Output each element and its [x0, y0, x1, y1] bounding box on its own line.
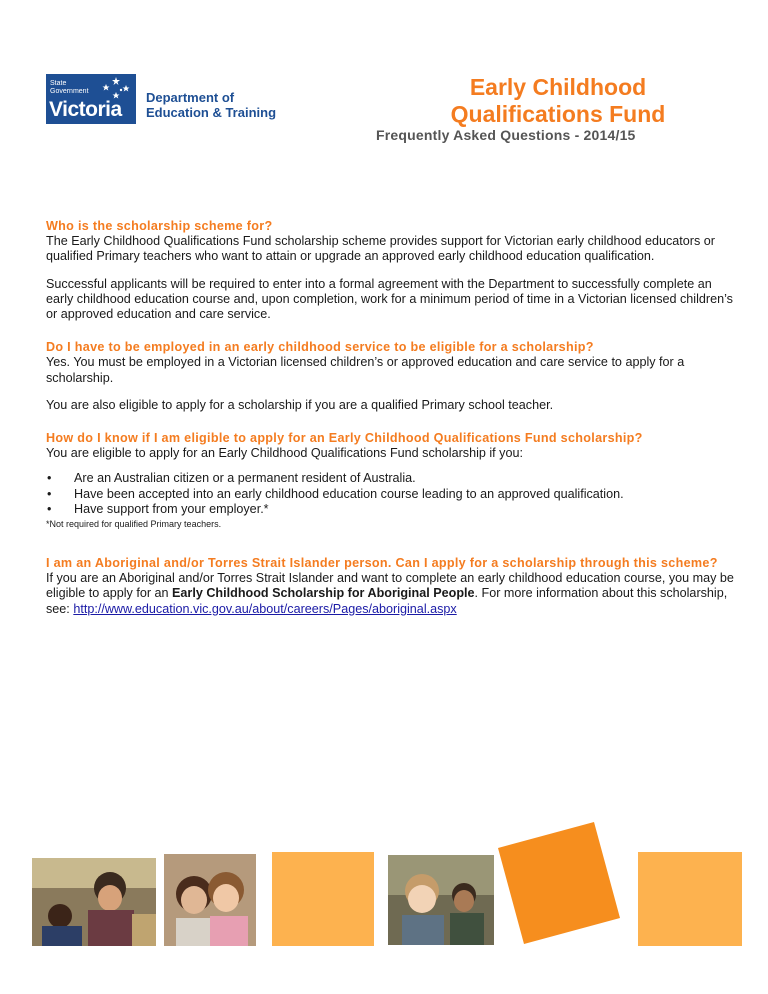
- logo-victoria-text: Victoria: [49, 98, 122, 121]
- answer-4: [46, 571, 736, 617]
- logo-state-text: [50, 80, 89, 96]
- title-line1: Early Childhood: [469, 74, 647, 100]
- list-item: • Are an Australian citizen or a permanent resident of Australia.: [46, 471, 736, 486]
- question-3: How do I know if I am eligible to apply for an Early Childhood Qualifications Fund scholarship?: [46, 431, 643, 446]
- eligibility-footnote: *Not required for qualified Primary teachers.: [46, 519, 222, 530]
- department-name: [146, 90, 276, 120]
- answer-4-text: If you are an Aboriginal and/or Torres Strait Islander and want to complete an early childhood education course, you may be eligible to apply for an: [46, 571, 734, 601]
- dept-line1: Department of: [146, 90, 235, 105]
- photo-children-group: [32, 858, 156, 946]
- question-4: I am an Aboriginal and/or Torres Strait Islander person. Can I apply for a scholarship through this scheme?: [46, 556, 718, 571]
- question-1: Who is the scholarship scheme for?: [46, 219, 273, 233]
- answer-3-intro: You are eligible to apply for an Early Childhood Qualifications Fund scholarship if you:: [46, 446, 523, 461]
- title-line2: Qualifications Fund: [450, 101, 666, 127]
- document-title: [428, 74, 688, 128]
- rotated-orange-square-decoration: [496, 820, 622, 946]
- answer-1-paragraph-1: The Early Childhood Qualifications Fund scholarship scheme provides support for Victorian early childhood educators or qualified Primary teachers who want to attain or upgrade an approved early childhood education qualification.: [46, 234, 715, 264]
- document-subtitle: Frequently Asked Questions - 2014/15: [376, 127, 636, 143]
- list-item: • Have support from your employer.*: [46, 502, 736, 517]
- answer-4-text-mid: . For more information about this scholarship, see:: [46, 586, 728, 616]
- answer-2-paragraph-1: Yes. You must be employed in a Victorian licensed children’s or approved education and care service to apply for a scholarship.: [46, 355, 685, 385]
- logo-state-line2: Government: [50, 88, 89, 95]
- dept-line2: Education & Training: [146, 105, 277, 120]
- question-2: Do I have to be employed in an early childhood service to be eligible for a scholarship?: [46, 340, 594, 355]
- answer-1-paragraph-2: Successful applicants will be required to enter into a formal agreement with the Department to successfully complete an early childhood education course and, upon completion, work for a minimum period of time in a Victorian licensed children’s or approved education and care service.: [46, 276, 733, 322]
- orange-square-decoration: [272, 852, 374, 946]
- victoria-government-logo: [46, 74, 291, 124]
- scholarship-name: Early Childhood Scholarship for Aboriginal People: [172, 586, 475, 601]
- answer-2-paragraph-2: You are also eligible to apply for a scholarship if you are a qualified Primary school teacher.: [46, 397, 554, 412]
- logo-state-line1: State: [50, 80, 67, 87]
- victoria-logo-mark: [46, 74, 136, 124]
- list-item: • Have been accepted into an early childhood education course leading to an approved qualification.: [46, 487, 736, 502]
- aboriginal-scholarship-link[interactable]: http://www.education.vic.gov.au/about/careers/Pages/aboriginal.aspx: [73, 601, 457, 616]
- eligibility-list: [46, 471, 736, 517]
- light-orange-square-decoration: [638, 852, 742, 946]
- faq-content: [46, 219, 736, 629]
- photo-smiling-children: [164, 854, 256, 946]
- photo-boys-outdoors: [388, 855, 494, 945]
